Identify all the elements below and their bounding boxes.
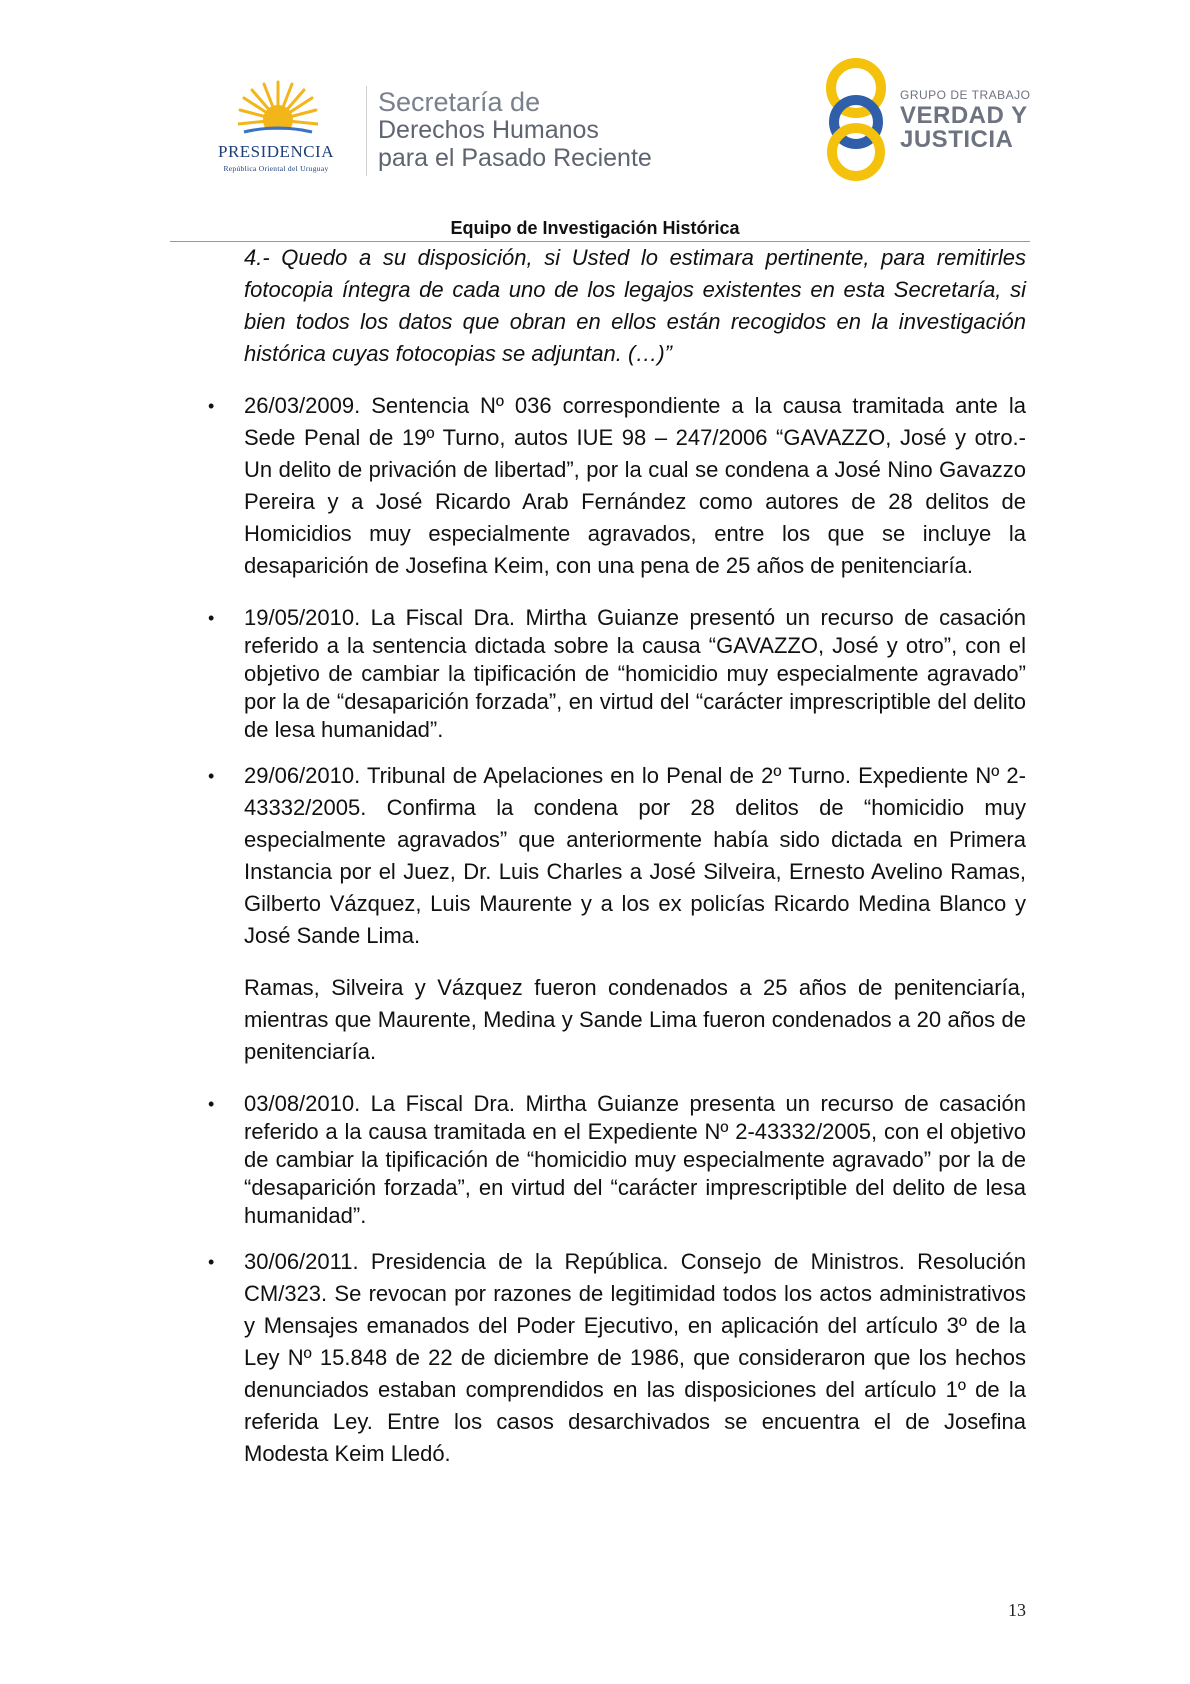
- vyj-group-label: GRUPO DE TRABAJO: [900, 88, 1031, 102]
- list-item: [208, 604, 1026, 744]
- vyj-justicia-label: JUSTICIA: [900, 126, 1014, 153]
- list-item-text: 30/06/2011. Presidencia de la República. Consejo de Ministros. Resolución CM/323. Se revocan por razones de legitimidad todos los actos administrativos y Mensajes emanados del Poder Ejecutivo, en aplicación del artículo 3º de la Ley Nº 15.848 de 22 de diciembre de 1986, que consideraron que los hechos denunciados estaban comprendidos en las disposiciones del artículo 1º de la referida Ley. Entre los casos desarchivados se encuentra el de Josefina Modesta Keim Lledó.: [244, 1249, 1026, 1466]
- page-number: 13: [1008, 1600, 1026, 1620]
- list-item-text: 03/08/2010. La Fiscal Dra. Mirtha Guianze presenta un recurso de casación referido a la causa tramitada en el Expediente Nº 2-43332/2005, con el objetivo de cambiar la tipificación de “homicidio muy especialmente agravado” por la de “desaparición forzada”, en virtud del “carácter imprescriptible del delito de lesa humanidad”.: [244, 1091, 1026, 1228]
- list-item: [208, 1090, 1026, 1230]
- list-item-text: 19/05/2010. La Fiscal Dra. Mirtha Guianze presentó un recurso de casación referido a la sentencia dictada sobre la causa “GAVAZZO, José y otro”, con el objetivo de cambiar la tipificación de “homicidio muy especialmente agravado” por la de “desaparición forzada”, en virtud del “carácter imprescriptible del delito de lesa humanidad”.: [244, 605, 1026, 742]
- verdad-justicia-logo: [822, 56, 1032, 186]
- secretaria-line-1: Secretaría de: [378, 87, 541, 117]
- presidencia-subtitle: República Oriental del Uruguay: [223, 164, 329, 173]
- interlocking-rings-icon: [822, 56, 894, 182]
- bullet: •: [208, 1252, 215, 1272]
- list-item: [208, 390, 1026, 582]
- list-item-continuation: [244, 972, 1026, 1068]
- sun-emblem-icon: [238, 80, 318, 146]
- document-body: [208, 242, 1026, 1470]
- team-title: Equipo de Investigación Histórica: [450, 218, 740, 238]
- list-item-text: 29/06/2010. Tribunal de Apelaciones en lo Penal de 2º Turno. Expediente Nº 2-43332/2005. Confirma la condena por 28 delitos de “homicidio muy especialmente agravados” que anteriormente había sido dictada en Primera Instancia por el Juez, Dr. Luis Charles a José Silveira, Ernesto Avelino Ramas, Gilberto Vázquez, Luis Maurente y a los ex policías Ricardo Medina Blanco y José Sande Lima.: [244, 763, 1026, 948]
- bullet: •: [208, 608, 215, 628]
- bullet: •: [208, 396, 215, 416]
- bullet: •: [208, 1094, 215, 1114]
- secretaria-line-3: para el Pasado Reciente: [378, 144, 652, 172]
- secretaria-line-2: Derechos Humanos: [378, 116, 599, 144]
- presidencia-name: PRESIDENCIA: [217, 142, 334, 161]
- bullet: •: [208, 766, 215, 786]
- quoted-paragraph: 4.- Quedo a su disposición, si Usted lo estimara pertinente, para remitirles fotocopia íntegra de cada uno de los legajos existentes en esta Secretaría, si bien todos los datos que obran en ellos están recogidos en la investigación histórica cuyas fotocopias se adjuntan. (…)”: [244, 245, 1026, 366]
- header-divider: [366, 86, 367, 176]
- list-item-text: Ramas, Silveira y Vázquez fueron condenados a 25 años de penitenciaría, mientras que Maurente, Medina y Sande Lima fueron condenados a 20 años de penitenciaría.: [244, 975, 1026, 1064]
- list-item-text: 26/03/2009. Sentencia Nº 036 correspondiente a la causa tramitada ante la Sede Penal de 19º Turno, autos IUE 98 – 247/2006 “GAVAZZO, José y otro.- Un delito de privación de libertad”, por la cual se condena a José Nino Gavazzo Pereira y a José Ricardo Arab Fernández como autores de 28 delitos de Homicidios muy especialmente agravados, entre los que se incluye la desaparición de Josefina Keim, con una pena de 25 años de penitenciaría.: [244, 393, 1026, 578]
- list-item: [208, 1246, 1026, 1470]
- vyj-verdad-label: VERDAD Y: [900, 102, 1028, 129]
- list-item: [208, 760, 1026, 952]
- secretaria-logo-text: [378, 88, 718, 172]
- presidencia-logo: [196, 80, 356, 180]
